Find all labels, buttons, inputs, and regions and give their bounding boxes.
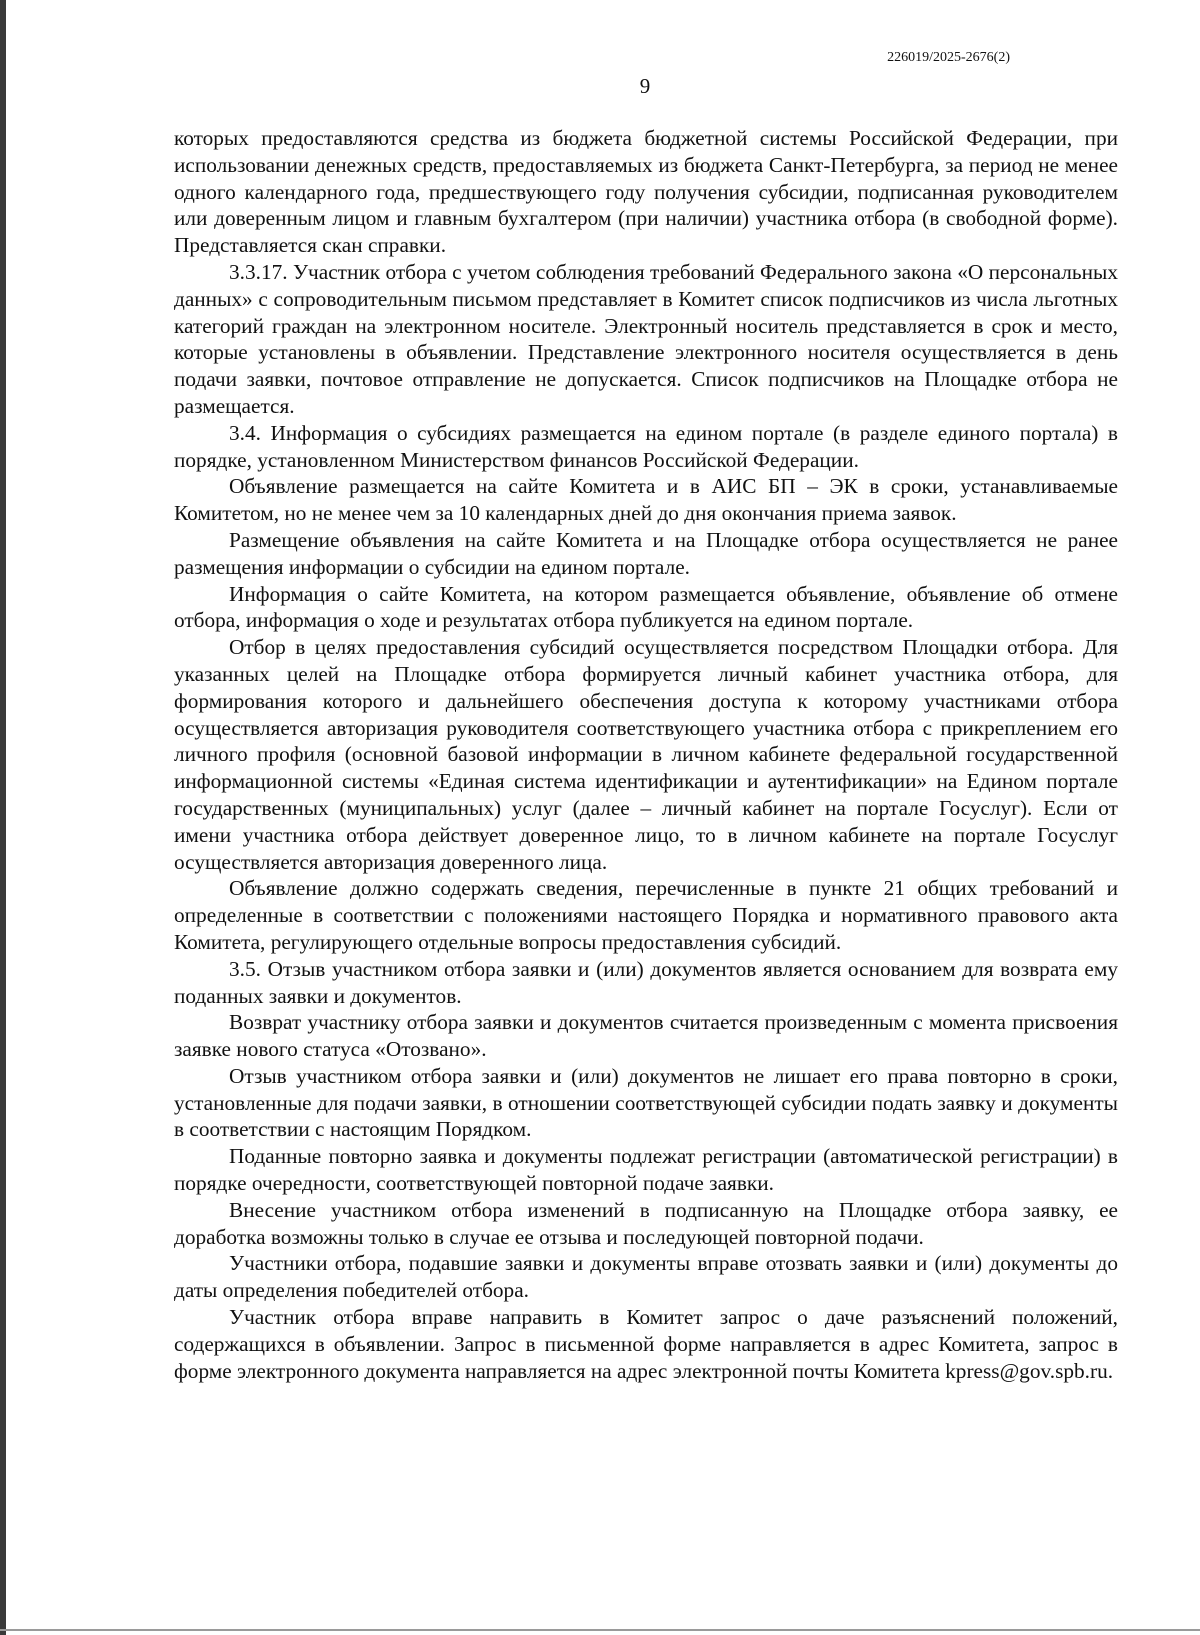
document-body: [174, 125, 1118, 1384]
paragraph-withdrawal-rights: Отзыв участником отбора заявки и (или) документов не лишает его права повторно в сроки, установленные для подачи заявки, в отношении соответствующей субсидии подать заявку и документы в соответствии с настоящим Порядком.: [174, 1063, 1118, 1142]
document-registration-number: 226019/2025-2676(2): [887, 50, 1010, 65]
paragraph-announcement-placement: Размещение объявления на сайте Комитета и на Площадке отбора осуществляется не ранее размещения информации о субсидии на едином портале.: [174, 527, 1118, 579]
page-number: 9: [639, 74, 651, 98]
paragraph-site-info: Информация о сайте Комитета, на котором размещается объявление, объявление об отмене отбора, информация о ходе и результатах отбора публикуется на едином портале.: [174, 581, 1118, 633]
paragraph-return: Возврат участнику отбора заявки и документов считается произведенным с момента присвоения заявке нового статуса «Отозвано».: [174, 1010, 1118, 1062]
paragraph-clarification-request: Участник отбора вправе направить в Комитет запрос о даче разъяснений положений, содержащихся в объявлении. Запрос в письменной форме направляется в адрес Комитета, запрос в форме электронного документа направляется на адрес электронной почты Комитета kpress@gov.spb.ru.: [174, 1305, 1118, 1383]
paragraph-3-3-17: 3.3.17. Участник отбора с учетом соблюдения требований Федерального закона «О персональных данных» с сопроводительным письмом представляет в Комитет список подписчиков из числа льготных категорий граждан на электронном носителе. Электронный носитель представляется в срок и место, которые установлены в объявлении. Представление электронного носителя осуществляется в день подачи заявки, почтовое отправление не допускается. Список подписчиков на Площадке отбора не размещается.: [174, 259, 1118, 418]
paragraph-continuation: которых предоставляются средства из бюджета бюджетной системы Российской Федерации, при использовании денежных средств, предоставляемых из бюджета Санкт-Петербурга, за период не менее одного календарного года, предшествующего году получения субсидии, подписанная руководителем или доверенным лицом и главным бухгалтером (при наличии) участника отбора (в свободной форме). Представляется скан справки.: [174, 126, 1118, 258]
scan-bottom-edge: [0, 1629, 1200, 1631]
paragraph-announcement-terms: Объявление размещается на сайте Комитета и в АИС БП – ЭК в сроки, устанавливаемые Комитетом, но не менее чем за 10 календарных дней до дня окончания приема заявок.: [174, 474, 1118, 526]
paragraph-withdraw-deadline: Участники отбора, подавшие заявки и документы вправе отозвать заявки и (или) документы до даты определения победителей отбора.: [174, 1251, 1118, 1303]
paragraph-resubmission: Поданные повторно заявка и документы подлежат регистрации (автоматической регистрации) в порядке очередности, соответствующей повторной подаче заявки.: [174, 1144, 1118, 1196]
scan-edge-shadow: [0, 0, 6, 1635]
paragraph-3-5: 3.5. Отзыв участником отбора заявки и (или) документов является основанием для возврата ему поданных заявки и документов.: [174, 956, 1118, 1008]
paragraph-selection-platform: Отбор в целях предоставления субсидий осуществляется посредством Площадки отбора. Для указанных целей на Площадке отбора формируется личный кабинет участника отбора, для формирования которого и дальнейшего обеспечения доступа к которому участниками отбора осуществляется авторизация руководителя соответствующего участника отбора с прикреплением его личного профиля (основной базовой информации в личном кабинете федеральной государственной информационной системы «Единая система идентификации и аутентификации» на Едином портале государственных (муниципальных) услуг (далее – личный кабинет на портале Госуслуг). Если от имени участника отбора действует доверенное лицо, то в личном кабинете на портале Госуслуг осуществляется авторизация доверенного лица.: [174, 635, 1118, 874]
paragraph-changes: Внесение участником отбора изменений в подписанную на Площадке отбора заявку, ее доработка возможны только в случае ее отзыва и последующей повторной подачи.: [174, 1197, 1118, 1249]
paragraph-announcement-contents: Объявление должно содержать сведения, перечисленные в пункте 21 общих требований и определенные в соответствии с положениями настоящего Порядка и нормативного правового акта Комитета, регулирующего отдельные вопросы предоставления субсидий.: [174, 876, 1118, 954]
paragraph-3-4: 3.4. Информация о субсидиях размещается на едином портале (в разделе единого портала) в порядке, установленном Министерством финансов Российской Федерации.: [174, 420, 1118, 472]
